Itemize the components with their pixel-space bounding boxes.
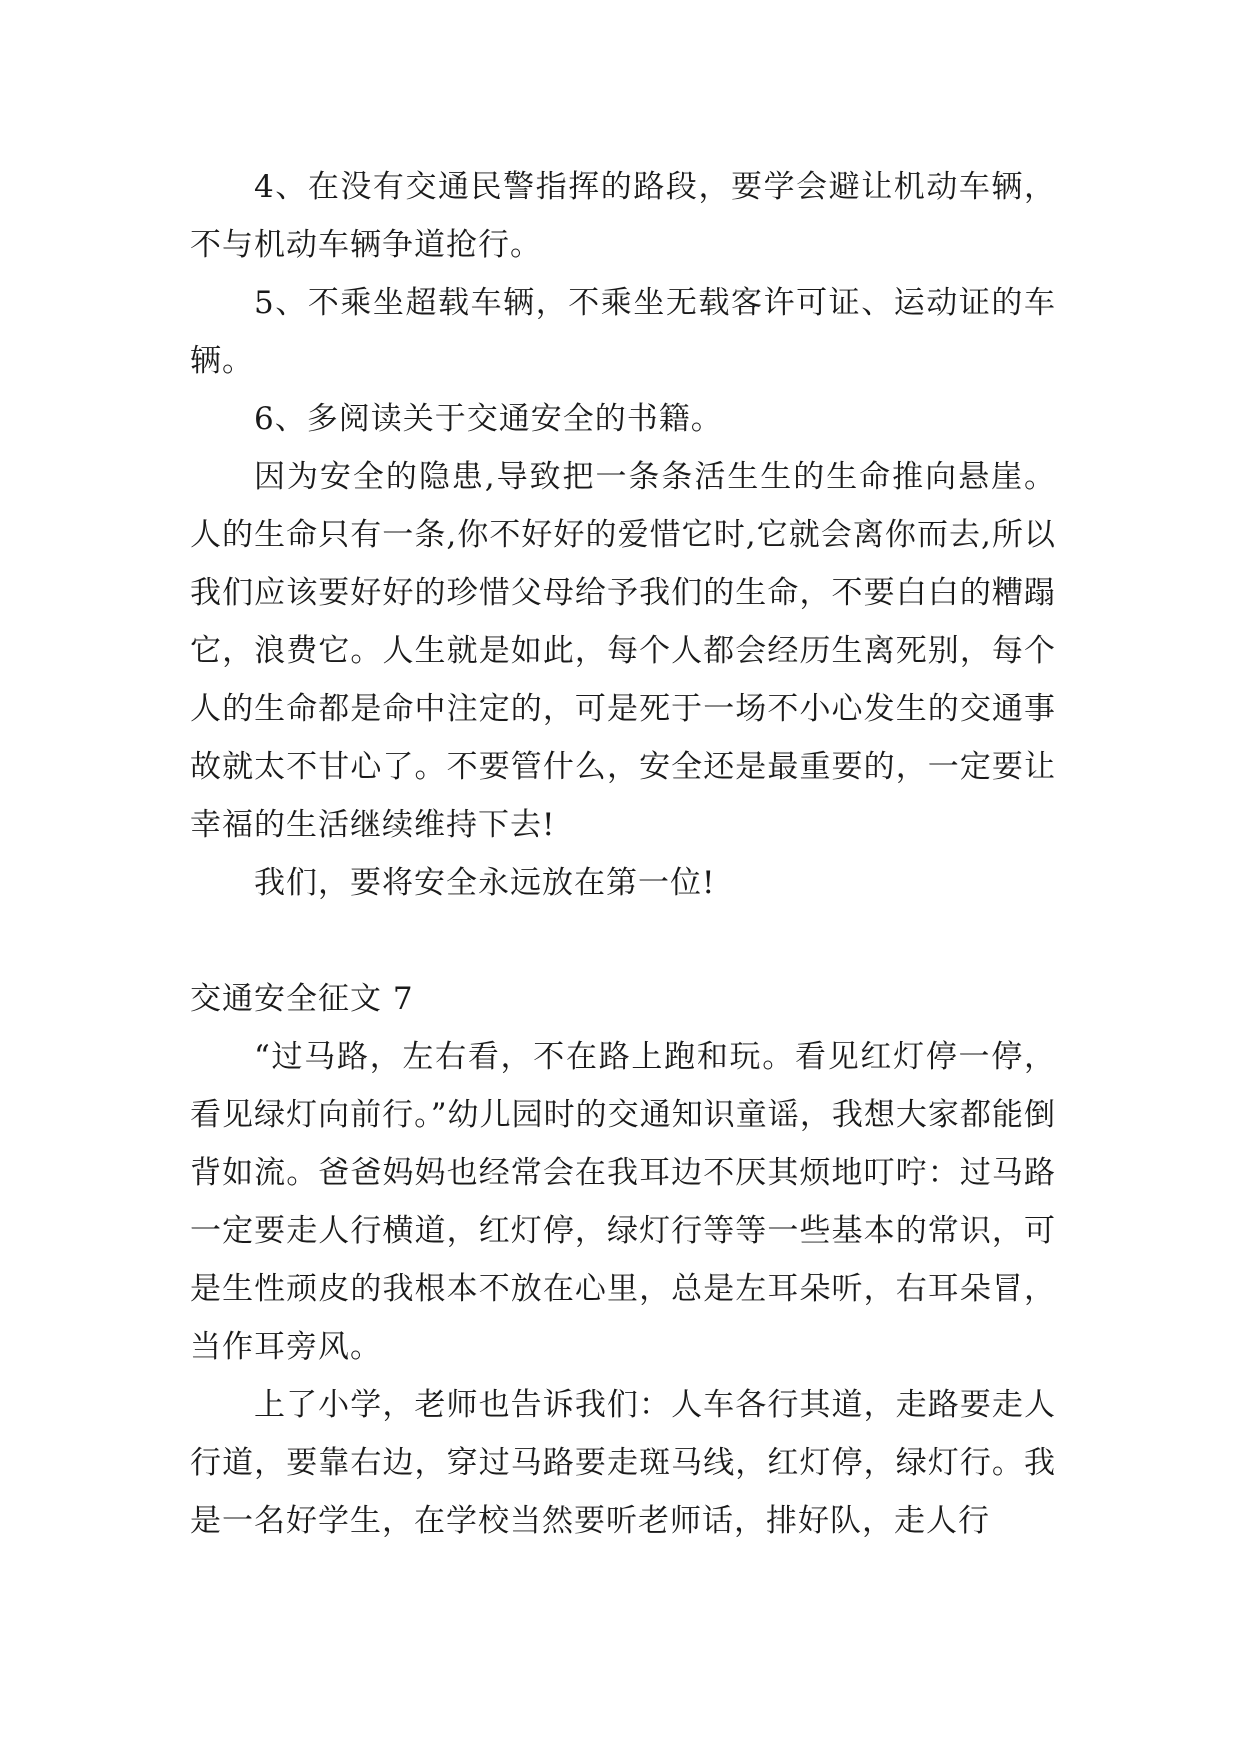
- paragraph-kindergarten: “过马路，左右看，不在路上跑和玩。看见红灯停一停，看见绿灯向前行。”幼儿园时的交通知识童谣，我想大家都能倒背如流。爸爸妈妈也经常会在我耳边不厌其烦地叮咛：过马路一定要走人行横道，红灯停，绿灯行等等一些基本的常识，可是生性顽皮的我根本不放在心里，总是左耳朵听，右耳朵冒，当作耳旁风。: [190, 1039, 1056, 1365]
- paragraph-safety-first: 我们，要将安全永远放在第一位!: [254, 865, 716, 901]
- paragraph-primary-school: 上了小学，老师也告诉我们：人车各行其道，走路要走人行道，要靠右边，穿过马路要走斑马线，红灯停，绿灯行。我是一名好学生，在学校当然要听老师话，排好队，走人行: [190, 1387, 1056, 1539]
- document-body: [190, 158, 1056, 1550]
- section-title: 交通安全征文 7: [190, 981, 414, 1017]
- section-gap: [190, 912, 1056, 970]
- paragraph-item-6: 6、多阅读关于交通安全的书籍。: [254, 401, 723, 437]
- paragraph-item-5: 5、不乘坐超载车辆，不乘坐无载客许可证、运动证的车辆。: [190, 285, 1056, 379]
- paragraph-safety-hazard: 因为安全的隐患,导致把一条条活生生的生命推向悬崖。人的生命只有一条,你不好好的爱惜它时,它就会离你而去,所以我们应该要好好的珍惜父母给予我们的生命，不要白白的糟蹋它，浪费它。人生就是如此，每个人都会经历生离死别，每个人的生命都是命中注定的，可是死于一场不小心发生的交通事故就太不甘心了。不要管什么，安全还是最重要的，一定要让幸福的生活继续维持下去!: [190, 459, 1056, 843]
- paragraph-item-4: 4、在没有交通民警指挥的路段，要学会避让机动车辆，不与机动车辆争道抢行。: [190, 169, 1056, 263]
